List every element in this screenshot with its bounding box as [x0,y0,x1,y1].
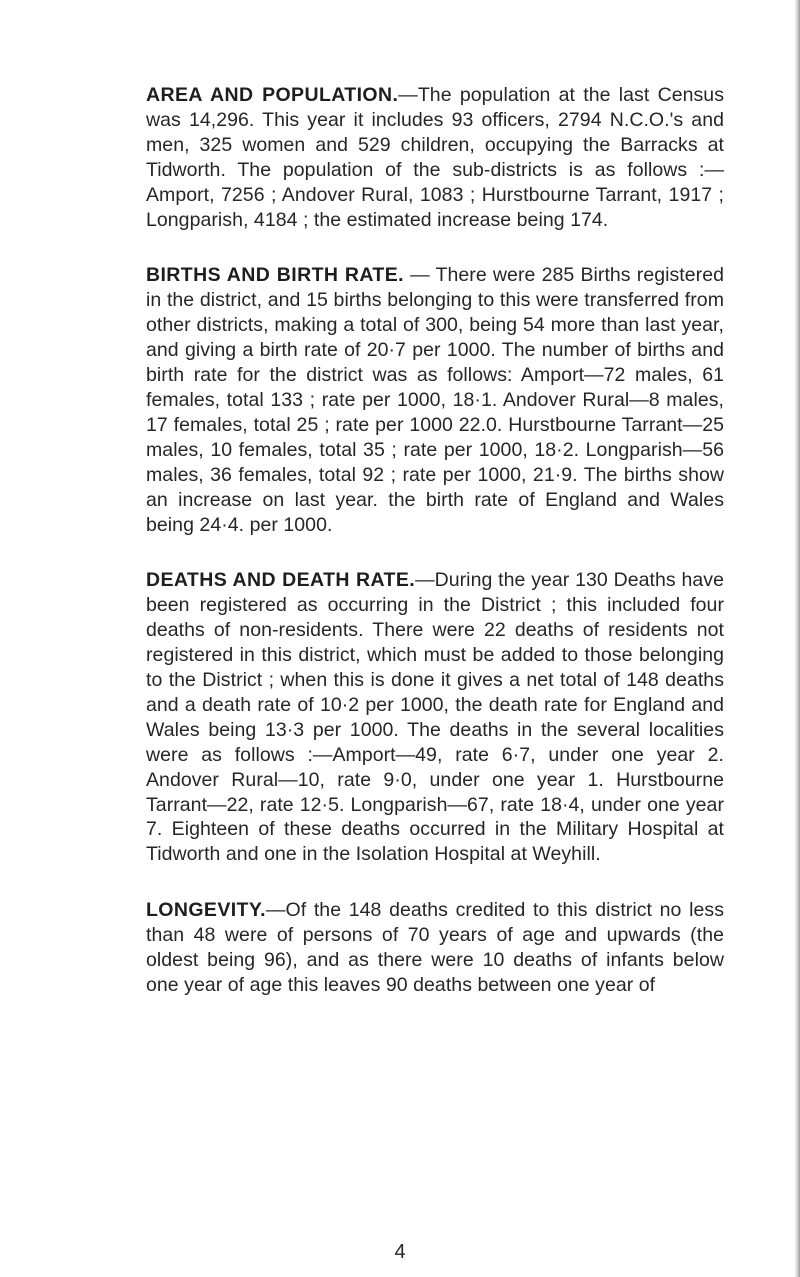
page-edge-shadow [795,0,800,1277]
section-text: —Of the 148 deaths credited to this district no less than 48 were of persons of 70 years of age and upwards (the oldest being 96), and as there were 10 deaths of infants below one year of age this leaves 90 deaths between one year of [146,899,724,996]
section-text: —The population at the last Census was 14,296. This year it includes 93 officers, 2794 N.C.O.'s and men, 325 women and 529 children, occupying the Barracks at Tidworth. The population of the sub-districts is as follows :—Amport, 7256 ; Andover Rural, 1083 ; Hurstbourne Tarrant, 1917 ; Longparish, 4184 ; the estimated increase being 174. [146,84,724,231]
section-heading: BIRTHS AND BIRTH RATE. [146,264,404,287]
page-number: 4 [394,1241,406,1263]
section-heading: AREA AND POPULATION. [146,84,399,106]
section-text: —During the year 130 Deaths have been registered as occurring in the District ; this included four deaths of non-residents. There were 22 deaths of residents not registered in this district, which must be added to those belonging to the District ; when this is done it gives a net total of 148 deaths and a death rate of 10·2 per 1000, the death rate for England and Wales being 13·3 per 1000. The deaths in the several localities were as follows :—Amport—49, rate 6·7, under one year 2. Andover Rural—10, rate 9·0, under one year 1. Hurstbourne Tarrant—22, rate 12·5. Longparish—67, rate 18·4, under one year 7. Eighteen of these deaths occurred in the Military Hospital at Tidworth and one in the Isolation Hospital at Weyhill. [146,569,724,866]
section-text: — There were 285 Births registered in the district, and 15 births belonging to this were transferred from other districts, making a total of 300, being 54 more than last year, and giving a birth rate of 20·7 per 1000. The number of births and birth rate for the district was as follows: Amport—72 males, 61 females, total 133 ; rate per 1000, 18·1. Andover Rural—8 males, 17 females, total 25 ; rate per 1000 22.0. Hurstbourne Tarrant—25 males, 10 females, total 35 ; rate per 1000, 18·2. Longparish—56 males, 36 females, total 92 ; rate per 1000, 21·9. The births show an increase on last year. the birth rate of England and Wales being 24·4. per 1000. [146,264,725,536]
section-heading: DEATHS AND DEATH RATE. [146,569,416,592]
section-longevity [146,898,724,998]
page-body [146,83,724,1029]
section-births [146,263,724,537]
section-area-population [146,83,724,232]
section-heading: LONGEVITY. [146,899,266,922]
section-deaths [146,568,724,867]
